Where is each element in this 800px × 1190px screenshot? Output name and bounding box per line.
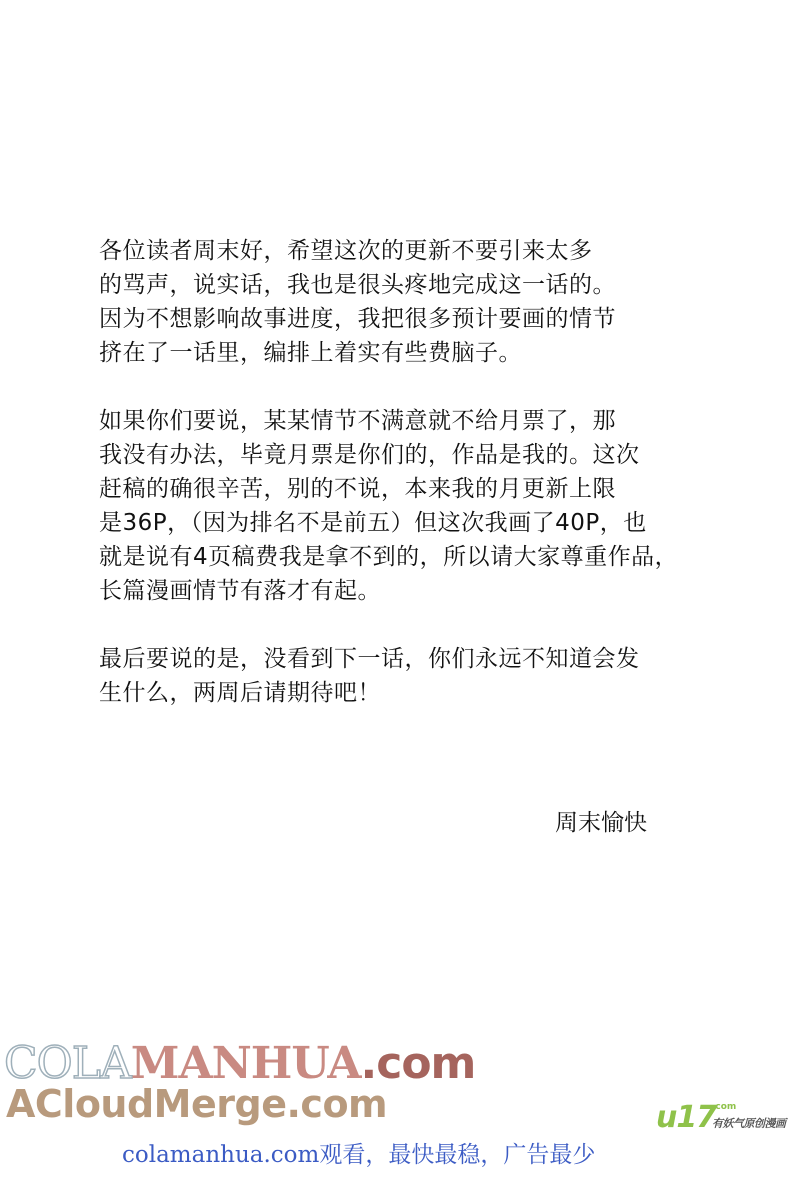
text-line: 就是说有4页稿费我是拿不到的，所以请大家尊重作品， <box>99 544 679 570</box>
watermark-dotcom-text: .com <box>360 1038 476 1089</box>
text-line: 我没有办法，毕竟月票是你们的，作品是我的。这次 <box>99 442 640 468</box>
footer-site-notice: colamanhua.com观看，最快最稳，广告最少 <box>122 1142 596 1168</box>
text-line: 最后要说的是，没看到下一话，你们永远不知道会发 <box>99 646 640 672</box>
u17-domain: .com <box>712 1102 737 1112</box>
paragraph-1 <box>99 234 789 370</box>
u17-logo <box>656 1100 786 1135</box>
text-line: 的骂声，说实话，我也是很头疼地完成这一话的。 <box>99 272 616 298</box>
watermark-manhua-text: MANHUA <box>130 1038 361 1089</box>
u17-slogan: 有妖气原创漫画 <box>712 1117 786 1130</box>
paragraph-2 <box>99 404 789 608</box>
author-signature: 周末愉快 <box>555 810 647 836</box>
watermark-cola-text: COLA <box>4 1038 131 1089</box>
text-line: 如果你们要说，某某情节不满意就不给月票了，那 <box>99 408 616 434</box>
text-line: 是36P，（因为排名不是前五）但这次我画了40P，也 <box>99 510 647 536</box>
text-line: 赶稿的确很辛苦，别的不说，本来我的月更新上限 <box>99 476 616 502</box>
author-note <box>99 234 789 744</box>
text-line: 各位读者周末好，希望这次的更新不要引来太多 <box>99 238 593 264</box>
paragraph-3 <box>99 642 789 710</box>
text-line: 挤在了一话里，编排上着实有些费脑子。 <box>99 340 522 366</box>
acloudmerge-watermark: ACloudMerge.com <box>6 1082 388 1126</box>
text-line: 长篇漫画情节有落才有起。 <box>99 578 381 604</box>
text-line: 生什么，两周后请期待吧！ <box>99 680 381 706</box>
text-line: 因为不想影响故事进度，我把很多预计要画的情节 <box>99 306 616 332</box>
u17-mark: u17 <box>656 1100 717 1135</box>
